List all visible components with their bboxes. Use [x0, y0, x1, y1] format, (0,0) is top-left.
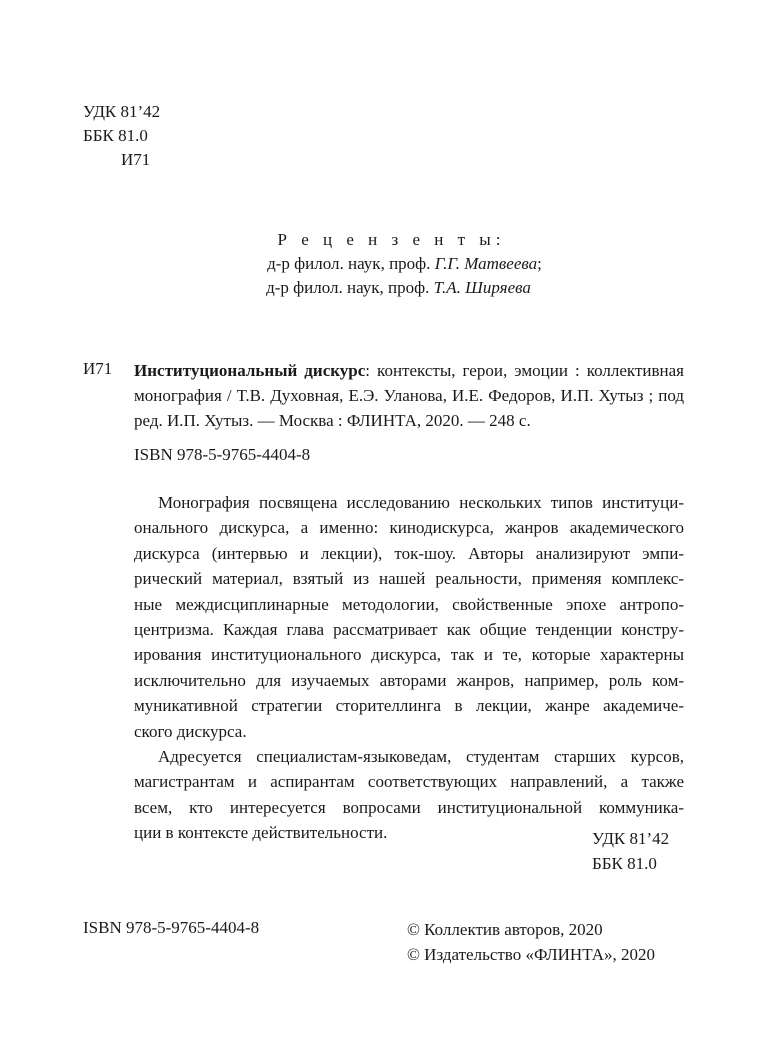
- biblio-author-mark: И71: [83, 359, 113, 378]
- bbk-code-bottom: ББК 81.0: [592, 854, 657, 873]
- abstract-line: магистрантам и аспирантам соответствующих направлений, а также: [134, 772, 684, 792]
- udk-code: УДК 81’42: [83, 102, 161, 121]
- classification-top: [83, 100, 160, 172]
- abstract-line: Адресуется специалистам-языковедам, студентам старших курсов,: [158, 747, 684, 767]
- reviewer-1-punct: ;: [537, 254, 542, 273]
- copyright-authors: © Коллектив авторов, 2020: [407, 920, 603, 939]
- bibliographic-entry: [134, 358, 684, 433]
- bibliographic-details: : контексты, герои, эмоции : коллективная монография / Т.В. Духовная, Е.Э. Уланова, И.Е. Федоров, И.П. Хутыз ; под ред. И.П. Хутыз. — Москва : ФЛИНТА, 2020. — 248 с.: [134, 361, 684, 430]
- abstract-line: муникативной стратегии сторителлинга в лекции, жанре академиче-: [134, 696, 684, 716]
- reviewers-block: [0, 228, 761, 300]
- author-mark: И71: [121, 150, 151, 169]
- abstract-line: ского дискурса.: [134, 721, 247, 741]
- book-title: Институциональный дискурс: [134, 361, 366, 380]
- abstract-line: дискурса (интервью и лекции), ток-шоу. Авторы анализируют эмпи-: [134, 543, 684, 563]
- reviewer-1-name: Г.Г. Матвеева: [434, 254, 538, 273]
- reviewers-heading: Р е ц е н з е н т ы:: [277, 230, 506, 249]
- abstract-line: всем, кто интересуется вопросами институциональной коммуника-: [134, 797, 684, 817]
- abstract-line: исключительно для изучаемых авторами жанров, например, роль ком-: [134, 670, 684, 690]
- reviewer-1: [0, 252, 761, 276]
- abstract-line: рический материал, взятый из нашей реальности, применяя комплекс-: [134, 569, 684, 589]
- abstract-line: Монография посвящена исследованию нескольких типов институци-: [158, 493, 684, 512]
- abstract-line: центризма. Каждая глава рассматривает как общие тенденции констру-: [134, 620, 684, 640]
- reviewer-1-degree: д-р филол. наук, проф.: [267, 254, 435, 273]
- abstract-line: ции в контексте действительности.: [134, 823, 388, 843]
- udk-code-bottom: УДК 81’42: [592, 829, 670, 848]
- classification-bottom: [592, 826, 669, 876]
- reviewer-2: [0, 276, 761, 300]
- abstract-line: ирования институционального дискурса, так и те, которые характерны: [134, 645, 684, 665]
- isbn-bottom: ISBN 978-5-9765-4404-8: [83, 918, 260, 937]
- reviewer-2-name: Т.А. Ширяева: [433, 278, 531, 297]
- abstract-line: ные междисциплинарные методологии, свойственные эпохе антропо-: [134, 594, 684, 614]
- copyright-block: [407, 917, 655, 967]
- bbk-code: ББК 81.0: [83, 126, 148, 145]
- abstract-line: онального дискурса, а именно: кинодискурса, жанров академического: [134, 518, 684, 538]
- abstract: [134, 490, 684, 846]
- reviewer-2-degree: д-р филол. наук, проф.: [266, 278, 434, 297]
- copyright-publisher: © Издательство «ФЛИНТА», 2020: [407, 945, 656, 964]
- isbn-top: ISBN 978-5-9765-4404-8: [134, 445, 311, 464]
